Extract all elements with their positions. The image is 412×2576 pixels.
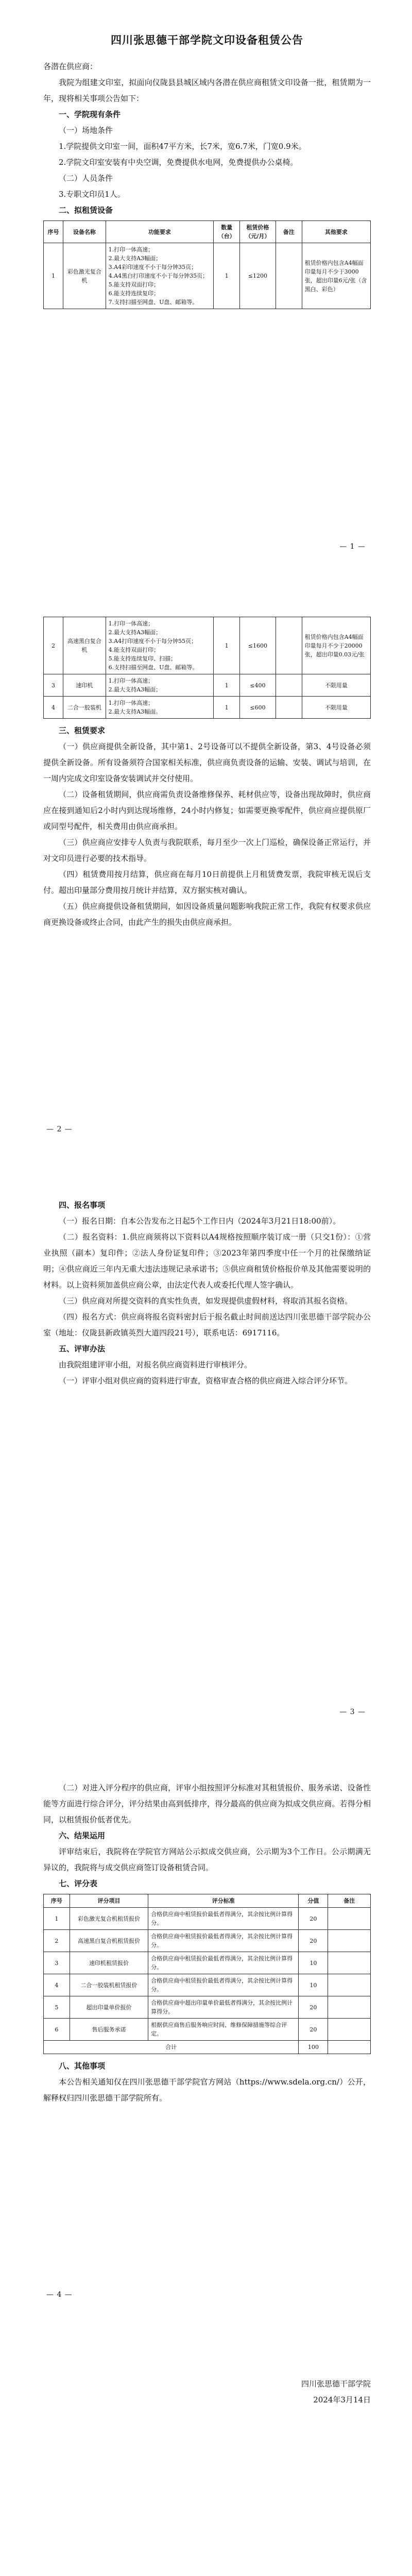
score-value: 20 [299, 1996, 328, 2019]
spec-line: 2.最大支持A3幅面。 [108, 708, 162, 715]
column-header: 备注 [276, 221, 302, 243]
remarks [276, 617, 302, 674]
spec-line: 1.打印一体高速； [108, 246, 154, 253]
row-number: 2 [44, 617, 63, 674]
scoring-standard: 根据供应商售后服务响应时间、维修保障措施等综合评定。 [148, 2019, 299, 2041]
remarks [328, 1908, 371, 1930]
remarks [276, 697, 302, 719]
scoring-standard: 合格供应商中超出印量单价最低者得满分，其余按比例计算得分。 [148, 1996, 299, 2019]
column-header: 分值 [299, 1894, 328, 1908]
table-row [44, 617, 371, 674]
column-header: 备注 [328, 1894, 371, 1908]
spec-line: 3.A4打印速度不小于每分钟55页； [108, 638, 197, 645]
section-heading: 四、报名事项 [59, 1200, 106, 1210]
equipment-table [43, 221, 371, 309]
row-number: 4 [44, 697, 63, 719]
page-number: — 1 — [339, 543, 366, 551]
table-header-row [44, 1894, 371, 1908]
section-heading: 二、拟租赁设备 [59, 206, 113, 215]
paragraph: 2.学院文印室安装有中央空调，免费提供水电网，免费提供办公桌椅。 [59, 158, 298, 167]
row-number: 1 [44, 1908, 70, 1930]
table-row [44, 1930, 371, 1952]
spec-line: 1.打印一体高速； [108, 620, 154, 627]
paragraph: （五）供应商提供设备租赁期间，如因设备质量问题影响我院正常工作，我院有权要求供应商更换设备或终止合同，由此产生的损失由供应商承担。 [43, 902, 371, 927]
salutation: 各潜在供应商： [43, 62, 98, 71]
function-requirements [106, 674, 214, 697]
paragraph: （一）供应商提供全新设备，其中第1、2号设备可以不提供全新设备，第3、4号设备必须提供全新设备。所有设备须符合国家相关标准，供应商负责设备的运输、安装、调试与培训，在一周内完成文印室设备安装调试并交付使用。 [43, 742, 371, 783]
row-number: 3 [44, 1952, 70, 1974]
total-score: 100 [299, 2041, 328, 2054]
column-header: 评分项目 [70, 1894, 148, 1908]
scoring-item: 高速黑白复合机租赁报价 [70, 1930, 148, 1952]
equipment-name: 速印机 [63, 674, 106, 697]
signature-org: 四川张思德干部学院 [301, 2379, 371, 2388]
page-number: — 2 — [46, 1125, 73, 1133]
score-value: 10 [299, 1952, 328, 1974]
spec-line: 1.打印一体高速； [108, 677, 154, 684]
spec-line: 6.支持扫描至网盘、U盘、邮箱等。 [108, 664, 198, 671]
table-row [44, 1952, 371, 1974]
paragraph: （一）报名日期：自本公告发布之日起5个工作日内（2024年3月21日18:00前）。 [59, 1216, 341, 1226]
page-4 [0, 1748, 412, 2331]
page-number: — 3 — [339, 1708, 366, 1716]
paragraph: 由我院组建评审小组，对报名供应商资料进行审核评分。 [59, 1360, 252, 1369]
spec-line: 6.能支持连续复印； [108, 290, 160, 297]
remarks [328, 1974, 371, 1996]
score-value: 20 [299, 2019, 328, 2041]
section-heading: 五、评审办法 [59, 1344, 106, 1353]
paragraph: （二）设备租赁期间，供应商需负责设备维修保养、耗材供应等，设备出现故障时，供应商应在接到通知后2小时内到达现场维修，24小时内修复；如需要更换零配件，供应商应提供原厂或同型号配件，相关费用由供应商承担。 [43, 790, 371, 831]
scoring-item: 超出印量单价报价 [70, 1996, 148, 2019]
rental-price: ≤1600 [239, 617, 276, 674]
equipment-name: 高速黑白复合机 [63, 617, 106, 674]
scoring-item: 二合一胶装机租赁报价 [70, 1974, 148, 1996]
row-number: 1 [44, 243, 63, 309]
score-value: 10 [299, 1974, 328, 1996]
remarks [328, 1930, 371, 1952]
page-2 [0, 583, 412, 1165]
quantity: 1 [214, 617, 240, 674]
scoring-item: 彩色激光复合机租赁报价 [70, 1908, 148, 1930]
intro-paragraph: 我院为组建文印室，拟面向仪陇县县城区域内各潜在供应商租赁文印设备一批，租赁期为一年，现将相关事项公告如下： [43, 78, 371, 103]
column-header: 序号 [44, 221, 63, 243]
table-row [44, 697, 371, 719]
signature-date: 2024年3月14日 [313, 2395, 371, 2404]
function-requirements [106, 617, 214, 674]
subsection-heading: （二）人员条件 [59, 174, 113, 183]
table-row [44, 1996, 371, 2019]
table-total-row [44, 2041, 371, 2054]
score-value: 20 [299, 1930, 328, 1952]
row-number: 4 [44, 1974, 70, 1996]
scoring-standard: 合格供应商中租赁报价最低者得满分，其余按比例计算得分。 [148, 1952, 299, 1974]
column-header: 功能要求 [106, 221, 214, 243]
remarks [276, 674, 302, 697]
equipment-name: 彩色激光复合机 [63, 243, 106, 309]
scoring-item: 售后服务承诺 [70, 2019, 148, 2041]
row-number: 5 [44, 1996, 70, 2019]
spec-line: 3.A4彩印速度不小于每分钟35页； [108, 264, 197, 270]
row-number: 2 [44, 1930, 70, 1952]
section-heading: 六、结果运用 [59, 1831, 106, 1840]
equipment-table-continued [43, 617, 371, 719]
remarks [328, 2019, 371, 2041]
page-1 [0, 0, 412, 583]
other-requirements: 租赁价格内包含A4幅面印量每月不少于3000张，超出印量6元/张（含黑白、彩色） [302, 243, 370, 309]
paragraph: 本公告相关通知仅在四川张思德干部学院官方网站（https://www.sdela.org.cn/）公开，解释权归四川张思德干部学院所有。 [43, 2077, 371, 2103]
function-requirements [106, 243, 214, 309]
row-number: 3 [44, 674, 63, 697]
rental-price: ≤400 [239, 674, 276, 697]
page-5 [0, 2331, 412, 2576]
rental-price: ≤600 [239, 697, 276, 719]
spec-line: 4.能支持双面打印； [108, 647, 160, 653]
column-header: 其他要求 [302, 221, 370, 243]
table-row [44, 1974, 371, 1996]
paragraph: （三）供应商应安排专人负责与我院联系，每月至少一次上门巡检，确保设备正常运行，并对文印员进行必要的技术指导。 [43, 838, 371, 863]
quantity: 1 [214, 697, 240, 719]
remarks [328, 1996, 371, 2019]
column-header: 租赁价格（元/月） [239, 221, 276, 243]
spec-line: 5.能支持双面打印； [108, 281, 160, 288]
quantity: 1 [214, 674, 240, 697]
scoring-standard: 合格供应商中租赁报价最低者得满分，其余按比例计算得分。 [148, 1908, 299, 1930]
other-requirements: 租赁价格内包含A4幅面印量每月不少于20000张，超出印量0.03元/张 [302, 617, 370, 674]
total-label: 合计 [44, 2041, 299, 2054]
function-requirements [106, 697, 214, 719]
section-heading: 七、评分表 [59, 1879, 98, 1888]
column-header: 设备名称 [63, 221, 106, 243]
subsection-heading: （一）场地条件 [59, 126, 113, 135]
scoring-standard: 合格供应商中租赁报价最低者得满分，其余按比例计算得分。 [148, 1930, 299, 1952]
signature-block [43, 2376, 371, 2408]
table-row [44, 674, 371, 697]
remarks [328, 1952, 371, 1974]
paragraph: （四）租赁费用按月结算，供应商在每月10日前提供上月租赁费发票，我院审核无误后支付。超出印量部分费用按月统计并结算，双方据实核对确认。 [43, 870, 371, 895]
row-number: 6 [44, 2019, 70, 2041]
column-header: 序号 [44, 1894, 70, 1908]
page-3 [0, 1165, 412, 1748]
other-requirements: 不限用量 [302, 674, 370, 697]
scoring-standard: 合格供应商中租赁报价最低者得满分，其余按比例计算得分。 [148, 1974, 299, 1996]
table-row [44, 243, 371, 309]
paragraph: （二）报名资料：1.供应商须将以下资料以A4规格按照顺序装订成一册（只交1份）：①营业执照（副本）复印件；②法人身份证复印件；③2023年第四季度中任一个月的社保缴纳证明；④供应商近三年内无重大违法违规记录承诺书；⑤供应商租赁价格报价单及其他需要说明的材料。以上资料须加盖供应商公章，由法定代表人或委托代理人签字确认。 [43, 1232, 371, 1290]
scoring-item: 速印机租赁报价 [70, 1952, 148, 1974]
paragraph: （四）报名方式：供应商将报名资料密封后于报名截止时间前送达四川张思德干部学院办公室（地址：仪陇县新政镇英烈大道四段21号），联系电话：6917116。 [43, 1312, 371, 1337]
paragraph: 评审结束后，我院将在学院官方网站公示拟成交供应商，公示期为3个工作日。公示期满无异议的，我院将与成交供应商签订设备租赁合同。 [43, 1847, 371, 1872]
column-header: 数量（台） [214, 221, 240, 243]
spec-line: 7.支持扫描至网盘、U盘、邮箱等。 [108, 299, 198, 306]
spec-line: 2.最大支持A3幅面； [108, 686, 162, 693]
paragraph: （一）评审小组对供应商的资料进行审查，资格审查合格的供应商进入综合评分环节。 [59, 1376, 353, 1385]
section-heading: 一、学院现有条件 [59, 110, 121, 119]
score-value: 20 [299, 1908, 328, 1930]
equipment-name: 二合一胶装机 [63, 697, 106, 719]
column-header: 评分标准 [148, 1894, 299, 1908]
spec-line: 5.能支持连续复印、扫描； [108, 655, 177, 662]
table-row [44, 2019, 371, 2041]
section-heading: 三、租赁要求 [59, 726, 106, 735]
paragraph: （三）供应商对所提交资料的真实性负责，如发现提供虚假材料，将取消其报名资格。 [59, 1296, 353, 1306]
paragraph: （二）对进入评分程序的供应商，评审小组按照评分标准对其租赁报价、服务承诺、设备性能等方面进行综合评分，评分结果由高到低排序，得分最高的供应商为拟成交供应商。若得分相同，以租赁报价低者优先。 [43, 1783, 371, 1824]
other-requirements: 不限用量 [302, 697, 370, 719]
section-heading: 八、其他事项 [59, 2061, 106, 2071]
paragraph: 3.专职文印员1人。 [59, 190, 125, 199]
spec-line: 4.A4黑白打印速度不小于每分钟35页； [108, 273, 209, 279]
quantity: 1 [214, 243, 240, 309]
paragraph: 1.学院提供文印室一间，面积47平方米，长7米，宽6.7米，门宽0.9米。 [59, 142, 306, 151]
spec-line: 2.最大支持A3幅面； [108, 255, 162, 262]
table-row [44, 1908, 371, 1930]
spec-line: 2.最大支持A3幅面； [108, 629, 162, 636]
remarks [328, 2041, 371, 2054]
rental-price: ≤1200 [239, 243, 276, 309]
table-header-row [44, 221, 371, 243]
scoring-table [43, 1894, 371, 2054]
remarks [276, 243, 302, 309]
document-title: 四川张思德干部学院文印设备租赁公告 [111, 34, 303, 46]
page-number: — 4 — [46, 2291, 73, 2299]
spec-line: 1.打印一体高速； [108, 700, 154, 706]
